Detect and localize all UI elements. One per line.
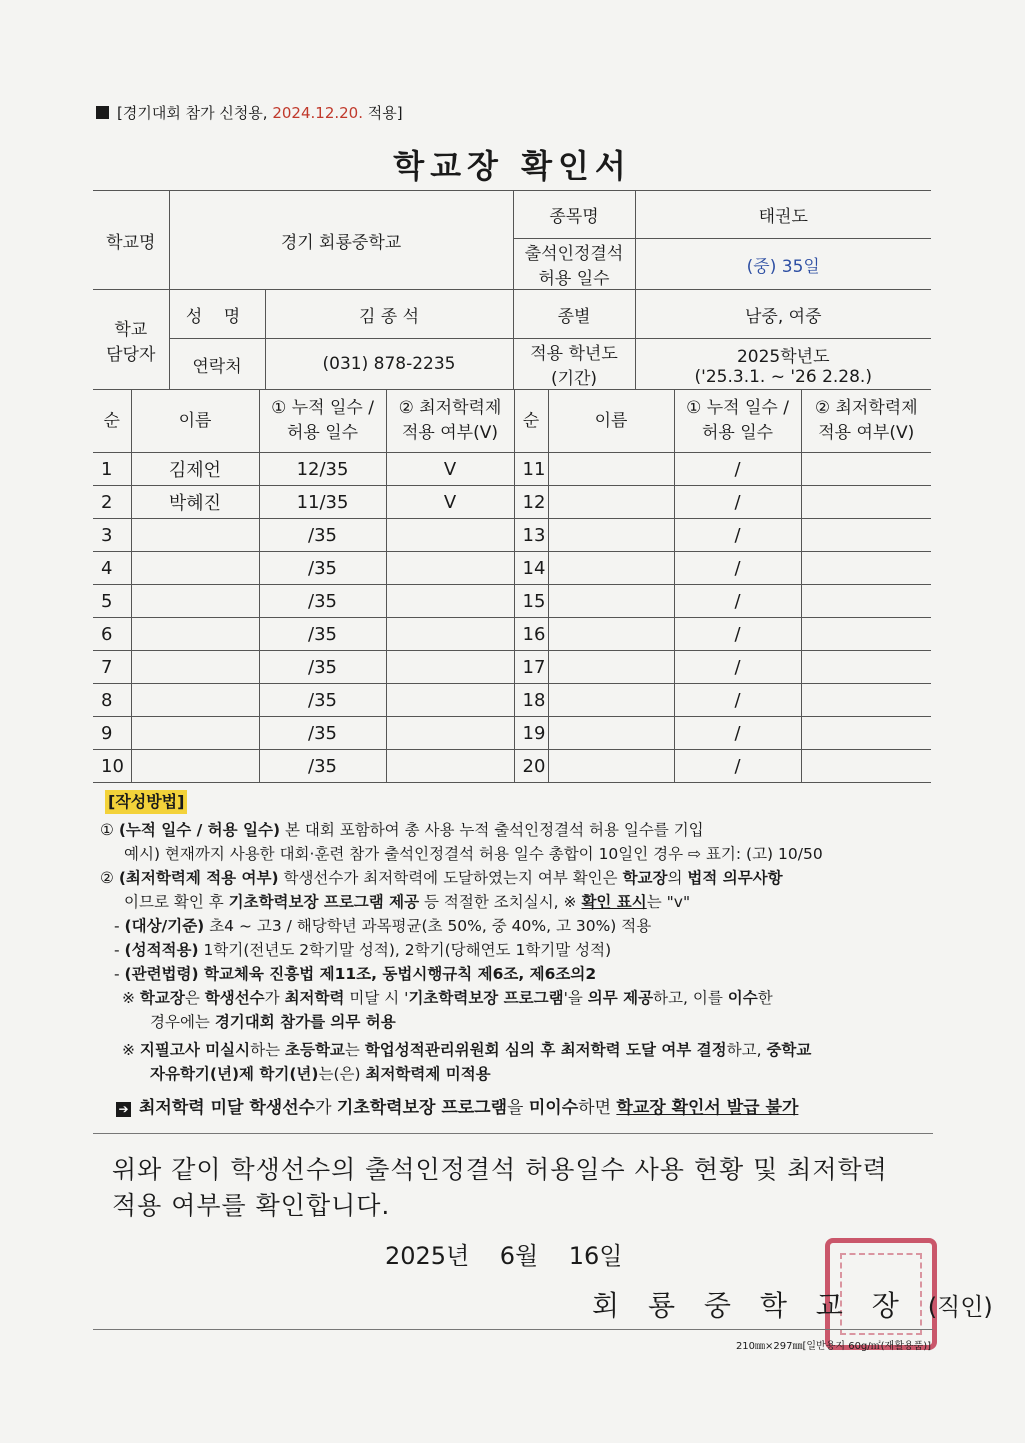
row-days: /35 [259,684,386,717]
n2-c: 초등학교 [285,1041,345,1059]
row-name [131,552,259,585]
table-row [93,585,931,618]
footer-divider [93,1329,933,1330]
f-c: 기초학력보장 프로그램 [336,1098,508,1118]
row-name [131,585,259,618]
n2-f: 하고, [726,1041,767,1059]
row-check-2 [801,684,931,717]
category-label: 종별 [513,290,635,339]
date-month: 6월 [499,1242,539,1270]
note-2: ※ 지필고사 미실시하는 초등학교는 학업성적관리위원회 심의 후 최저학력 도달 여부 결정하고, 중학교 [122,1041,812,1059]
f-g: 학교장 확인서 발급 불가 [616,1098,799,1118]
row-name [131,651,259,684]
table-row [93,453,931,486]
final-note [100,1096,940,1120]
signer [592,1284,993,1324]
table-row [93,684,931,717]
allow-label-line1: 출석인정결석 [524,244,624,264]
issue-date [385,1236,623,1271]
num-1: ① [100,821,114,839]
i2-b3: 법적 의무사항 [687,869,783,887]
signer-seal-label: (직인) [927,1293,993,1321]
row-name-2 [548,519,674,552]
confirm-statement [112,1152,932,1224]
col-days-2-line1: ① 누적 일수 / [686,398,789,418]
row-name-2 [548,717,674,750]
row-name [131,750,259,783]
year-value-line2: ('25.3.1. ~ '26 2.28.) [694,366,872,387]
detail-law: - (관련법령) 학교체육 진흥법 제11조, 동법시행규칙 제6조, 제6조의2 [114,965,597,983]
row-order: 9 [93,717,131,750]
n1-e: 최저학력 [284,989,345,1007]
i2-t2: 의 [667,869,688,887]
row-days-2: / [674,519,801,552]
d3-bold: (관련법령) [124,965,199,983]
col-days [259,390,386,453]
allow-value: (중) 35일 [635,239,931,290]
paper-spec: 210㎜×297㎜[일반용지 60g/㎡(재활용품)] [735,1341,931,1352]
year-value [635,339,931,390]
row-check-2 [801,453,931,486]
row-days-2: / [674,651,801,684]
table-row [93,651,931,684]
n2-b: 하는 [250,1041,286,1059]
row-order: 4 [93,552,131,585]
row-name-2 [548,618,674,651]
row-days: 11/35 [259,486,386,519]
f-a: 최저학력 미달 학생선수 [139,1098,316,1118]
table-row [93,618,931,651]
instructions-tag: [작성방법] [105,790,187,814]
row-order-2: 14 [514,552,548,585]
row-check-2 [801,486,931,519]
note-2-cont [100,1062,940,1086]
row-name: 김제언 [131,453,259,486]
row-order: 3 [93,519,131,552]
row-days: /35 [259,750,386,783]
date-day: 16일 [568,1242,623,1270]
row-check-2 [801,519,931,552]
row-order-2: 19 [514,717,548,750]
row-days: /35 [259,585,386,618]
n1-i: 의무 제공 [587,989,654,1007]
detail-grade: - (성적적용) 1학기(전년도 2학기말 성적), 2학기(당해연도 1학기말 성적) [114,941,612,959]
row-name [131,618,259,651]
row-name-2 [548,453,674,486]
row-days: /35 [259,651,386,684]
n1-n: 경기대회 참가를 의무 허용 [214,1013,396,1031]
row-name: 박혜진 [131,486,259,519]
school-info-table [93,190,931,390]
col-order: 순 [93,390,131,453]
row-order-2: 17 [514,651,548,684]
row-check [386,684,514,717]
row-check: V [386,486,514,519]
row-name-2 [548,585,674,618]
i2-bold: (최저학력제 적용 여부) [118,869,279,887]
row-order: 7 [93,651,131,684]
square-bullet-icon [96,106,109,119]
note-1-cont [100,1010,940,1034]
n1-d: 가 [264,989,285,1007]
confirm-line1: 위와 같이 학생선수의 출석인정결석 허용일수 사용 현황 및 최저학력 [112,1155,888,1184]
n1-g: 기초학력보장 프로그램 [408,989,564,1007]
n1-k: 이수 [727,989,758,1007]
row-name-2 [548,552,674,585]
table-header-row [93,390,931,453]
detail-target: - (대상/기준) 초4 ~ 고3 / 해당학년 과목평균(초 50%, 중 40%, 고 30%) 적용 [114,917,652,935]
row-check [386,585,514,618]
col-order-2: 순 [514,390,548,453]
row-order: 1 [93,453,131,486]
d1-bold: (대상/기준) [124,917,205,935]
row-check [386,717,514,750]
i2-t1: 학생선수가 최저학력에 도달하였는지 여부 확인은 [278,869,623,887]
row-days-2: / [674,486,801,519]
row-name-2 [548,651,674,684]
table-row [93,486,931,519]
row-order-2: 18 [514,684,548,717]
n2-d: 는 [344,1041,365,1059]
i1-bold: (누적 일수 / 허용 일수) [118,821,281,839]
n1-j: 하고, 이를 [653,989,728,1007]
n1-h: '을 [563,989,588,1007]
row-name-2 [548,750,674,783]
row-order: 6 [93,618,131,651]
page-title: 학교장 확인서 [393,147,632,185]
row-order-2: 16 [514,618,548,651]
instruction-1-example: 예시) 현재까지 사용한 대회·훈련 참가 출석인정결석 허용 일수 총합이 10일인 경우 ⇨ 표기: (고) 10/50 [124,845,823,863]
allow-label [513,239,635,290]
col-days-line2: 허용 일수 [286,423,359,443]
row-days-2: / [674,585,801,618]
d2-bold: (성적적용) [124,941,199,959]
instruction-1 [100,818,940,842]
d3-text: 학교체육 진흥법 제11조, 동법시행규칙 제6조, 제6조의2 [198,965,597,983]
row-name [131,684,259,717]
table-row [93,750,931,783]
confirm-line2: 적용 여부를 확인합니다. [112,1191,391,1220]
note-1: ※ 학교장은 학생선수가 최저학력 미달 시 '기초학력보장 프로그램'을 의무 제공하고, 이를 이수한 [122,989,773,1007]
col-days-line1: ① 누적 일수 / [271,398,374,418]
header-note [96,102,403,123]
instructions [100,790,940,1120]
col-min-line1: ② 최저학력제 [398,398,502,418]
i1-text: 본 대회 포함하여 총 사용 누적 출석인정결석 허용 일수를 기입 [280,821,704,839]
manager-label [93,290,169,390]
col-min-2 [801,390,931,453]
num-2: ② [100,869,114,887]
i2-t5: 는 "v" [646,893,691,911]
row-check-2 [801,651,931,684]
manager-label-line2: 담당자 [106,344,156,365]
col-min [386,390,514,453]
year-label [513,339,635,390]
col-name: 이름 [131,390,259,453]
row-check-2 [801,585,931,618]
n1-a: 학교장 [139,989,185,1007]
n1-l: 한 [757,989,773,1007]
row-order: 2 [93,486,131,519]
row-order-2: 11 [514,453,548,486]
row-check [386,552,514,585]
row-order: 10 [93,750,131,783]
row-name-2 [548,486,674,519]
col-min-line2: 적용 여부(V) [402,423,498,443]
n1-c: 학생선수 [204,989,265,1007]
col-name-2: 이름 [548,390,674,453]
row-order-2: 20 [514,750,548,783]
n2-g: 중학교 [766,1041,812,1059]
row-days-2: / [674,684,801,717]
row-days: /35 [259,552,386,585]
event-value: 태권도 [635,191,931,239]
row-check-2 [801,618,931,651]
contact-value: (031) 878-2235 [265,339,513,390]
row-days: /35 [259,618,386,651]
header-date: 2024.12.20. [272,104,363,122]
f-f: 하면 [578,1098,617,1118]
row-check [386,519,514,552]
event-label: 종목명 [513,191,635,239]
contact-label: 연락처 [169,339,265,390]
row-days-2: / [674,453,801,486]
divider [93,1133,933,1134]
instruction-2-cont [100,890,940,914]
row-days: /35 [259,519,386,552]
allow-label-line2: 허용 일수 [538,269,610,289]
col-days-2-line2: 허용 일수 [701,423,774,443]
n1-m: 경우에는 [150,1013,215,1031]
f-b: 가 [315,1098,337,1118]
header-prefix: [경기대회 참가 신청용, [117,104,273,122]
instruction-2 [100,866,940,890]
i2-b4: 기초학력보장 프로그램 제공 [228,893,420,911]
d1-text: 초4 ~ 고3 / 해당학년 과목평균(초 50%, 중 40%, 고 30%) 적용 [204,917,652,935]
row-days-2: / [674,717,801,750]
row-order: 8 [93,684,131,717]
n2-i: 는(은) [318,1065,366,1083]
row-days: /35 [259,717,386,750]
arrow-box-icon: ➔ [116,1102,131,1117]
n2-j: 최저학력제 미적용 [365,1065,491,1083]
name-label: 성 명 [169,290,265,339]
signer-name: 회 룡 중 학 교 장 [592,1289,909,1322]
header-suffix: 적용] [363,104,403,122]
row-order-2: 13 [514,519,548,552]
row-check [386,750,514,783]
col-days-2 [674,390,801,453]
row-check [386,651,514,684]
row-check: V [386,453,514,486]
f-e: 미이수 [528,1098,579,1118]
school-value: 경기 회룡중학교 [169,191,513,290]
i2-t4: 등 적절한 조치실시, ※ [419,893,582,911]
category-value: 남중, 여중 [635,290,931,339]
date-year: 2025년 [385,1242,470,1270]
n1-b: 은 [184,989,205,1007]
row-order-2: 15 [514,585,548,618]
col-min-2-line1: ② 최저학력제 [814,398,918,418]
row-order: 5 [93,585,131,618]
row-days-2: / [674,618,801,651]
row-check-2 [801,717,931,750]
year-label-line1: 적용 학년도 [530,344,618,364]
year-value-line1: 2025학년도 [736,346,830,367]
n2-e: 학업성적관리위원회 심의 후 최저학력 도달 여부 결정 [364,1041,727,1059]
school-label: 학교명 [93,191,169,290]
table-row [93,552,931,585]
row-order-2: 12 [514,486,548,519]
table-row [93,717,931,750]
n2-a: 지필고사 미실시 [139,1041,251,1059]
f-d: 을 [507,1098,529,1118]
name-value: 김 종 석 [265,290,513,339]
student-list-table [93,389,931,783]
row-name [131,519,259,552]
i2-b2: 학교장 [622,869,668,887]
col-min-2-line2: 적용 여부(V) [818,423,915,443]
row-check-2 [801,750,931,783]
row-check [386,618,514,651]
n2-h: 자유학기(년)제 학기(년) [150,1065,319,1083]
table-row [93,519,931,552]
row-days-2: / [674,552,801,585]
row-check-2 [801,552,931,585]
n1-f: 미달 시 ' [344,989,409,1007]
row-name [131,717,259,750]
row-days-2: / [674,750,801,783]
row-name-2 [548,684,674,717]
i2-u5: 확인 표시 [581,893,647,911]
d2-text: 1학기(전년도 2학기말 성적), 2학기(당해연도 1학기말 성적) [198,941,612,959]
i2-t3: 이므로 확인 후 [124,893,229,911]
manager-label-line1: 학교 [114,319,148,340]
year-label-line2: (기간) [550,369,598,389]
row-days: 12/35 [259,453,386,486]
